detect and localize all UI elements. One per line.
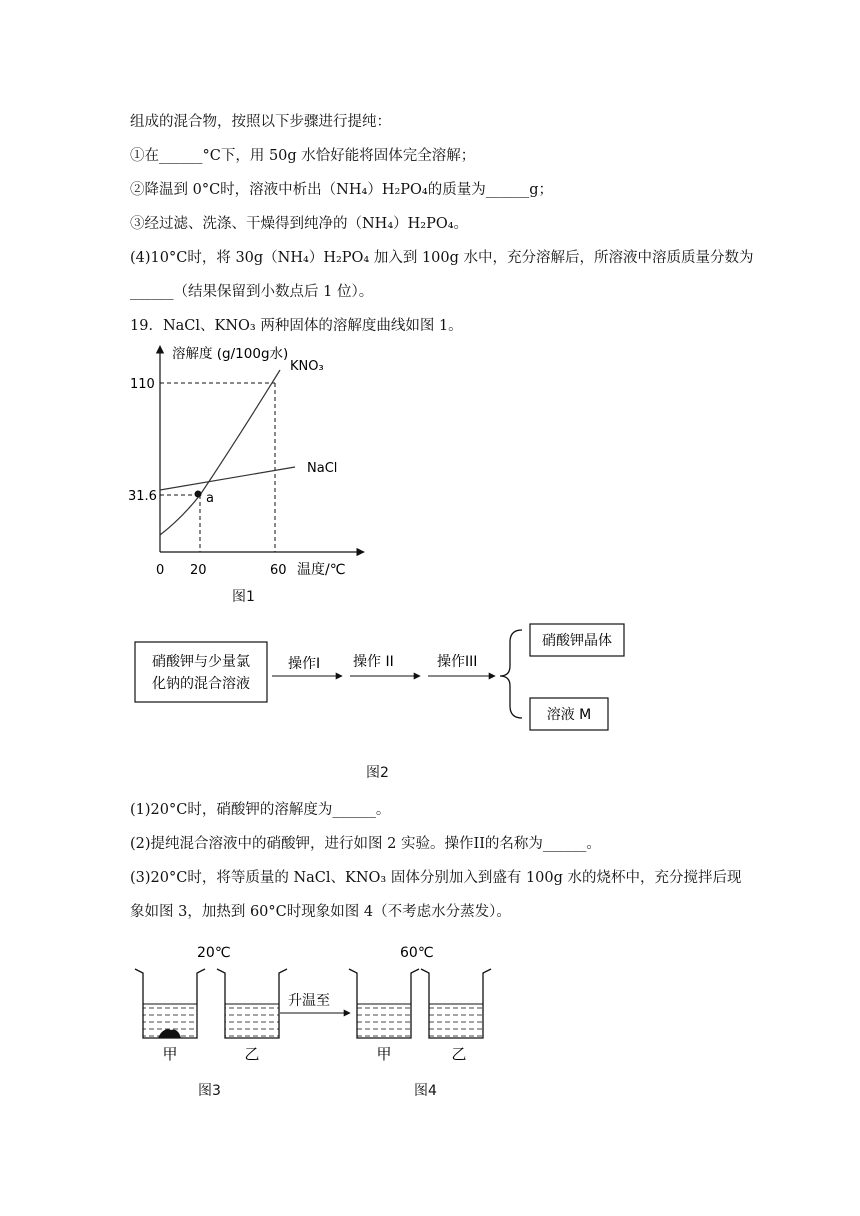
label-jia-1: 甲 bbox=[162, 1045, 178, 1063]
figure-1-caption: 图1 bbox=[232, 589, 255, 605]
text-line-6: ______（结果保留到小数点后 1 位）。 bbox=[130, 284, 374, 300]
text-line-8: (1)20°C时，硝酸钾的溶解度为______。 bbox=[130, 802, 391, 818]
op1-label: 操作I bbox=[288, 656, 321, 672]
text-line-3: ②降温到 0°C时，溶液中析出（NH₄）H₂PO₄的质量为______g； bbox=[130, 182, 554, 198]
temp-20-label: 20℃ bbox=[197, 945, 231, 961]
beaker-figures bbox=[125, 935, 505, 1070]
mixture-box bbox=[135, 642, 267, 702]
nacl-label: NaCl bbox=[307, 461, 338, 476]
text-line-5: (4)10°C时，将 30g（NH₄）H₂PO₄ 加入到 100g 水中，充分溶解后，所溶液中溶质质量分数为 bbox=[130, 250, 754, 266]
label-yi-1: 乙 bbox=[244, 1045, 260, 1063]
op2-label: 操作 II bbox=[353, 654, 394, 670]
x-axis-label: 温度/℃ bbox=[297, 562, 346, 578]
point-a-label: a bbox=[206, 491, 214, 506]
label-yi-2: 乙 bbox=[451, 1045, 467, 1063]
heating-label: 升温至 bbox=[288, 993, 330, 1009]
mixture-text-2: 化钠的混合溶液 bbox=[152, 676, 250, 692]
kno3-label: KNO₃ bbox=[290, 359, 324, 374]
beaker-yi-60 bbox=[421, 969, 491, 1038]
mixture-text-1: 硝酸钾与少量氯 bbox=[152, 654, 250, 670]
nacl-curve bbox=[160, 467, 295, 490]
y-axis-label: 溶解度 (g/100g水) bbox=[172, 346, 289, 362]
text-line-10: (3)20°C时，将等质量的 NaCl、KNO₃ 固体分别加入到盛有 100g 水的烧杯中，充分搅拌后现 bbox=[130, 870, 742, 886]
text-line-2: ①在______°C下，用 50g 水恰好能将固体完全溶解； bbox=[130, 148, 476, 164]
kno3-curve bbox=[160, 370, 280, 535]
y-tick-31-6: 31.6 bbox=[128, 489, 157, 504]
temp-60-label: 60℃ bbox=[400, 945, 434, 961]
beaker-yi-20 bbox=[217, 969, 287, 1038]
crystal-text: 硝酸钾晶体 bbox=[542, 633, 612, 649]
op3-label: 操作III bbox=[437, 654, 478, 670]
figure-2-caption: 图2 bbox=[366, 765, 389, 781]
x-tick-0: 0 bbox=[156, 563, 165, 578]
text-line-9: (2)提纯混合溶液中的硝酸钾，进行如图 2 实验。操作II的名称为______。 bbox=[130, 836, 601, 852]
x-tick-60: 60 bbox=[270, 563, 287, 578]
x-tick-20: 20 bbox=[190, 563, 207, 578]
question-19-title: 19．NaCl、KNO₃ 两种固体的溶解度曲线如图 1。 bbox=[130, 318, 463, 334]
label-jia-2: 甲 bbox=[376, 1045, 392, 1063]
figure-4-caption: 图4 bbox=[414, 1083, 437, 1099]
text-line-4: ③经过滤、洗涤、干燥得到纯净的（NH₄）H₂PO₄。 bbox=[130, 216, 469, 232]
beaker-jia-20 bbox=[135, 969, 205, 1038]
solubility-chart bbox=[120, 340, 380, 610]
intersection-point bbox=[195, 491, 202, 498]
process-flowchart bbox=[120, 620, 640, 740]
text-line-1: 组成的混合物，按照以下步骤进行提纯： bbox=[130, 114, 391, 130]
y-tick-110: 110 bbox=[130, 377, 155, 392]
brace bbox=[500, 630, 522, 718]
text-line-11: 象如图 3，加热到 60°C时现象如图 4（不考虑水分蒸发）。 bbox=[130, 904, 511, 920]
beaker-jia-60 bbox=[349, 969, 419, 1038]
solution-m-text: 溶液 M bbox=[546, 707, 592, 723]
figure-3-caption: 图3 bbox=[198, 1083, 221, 1099]
